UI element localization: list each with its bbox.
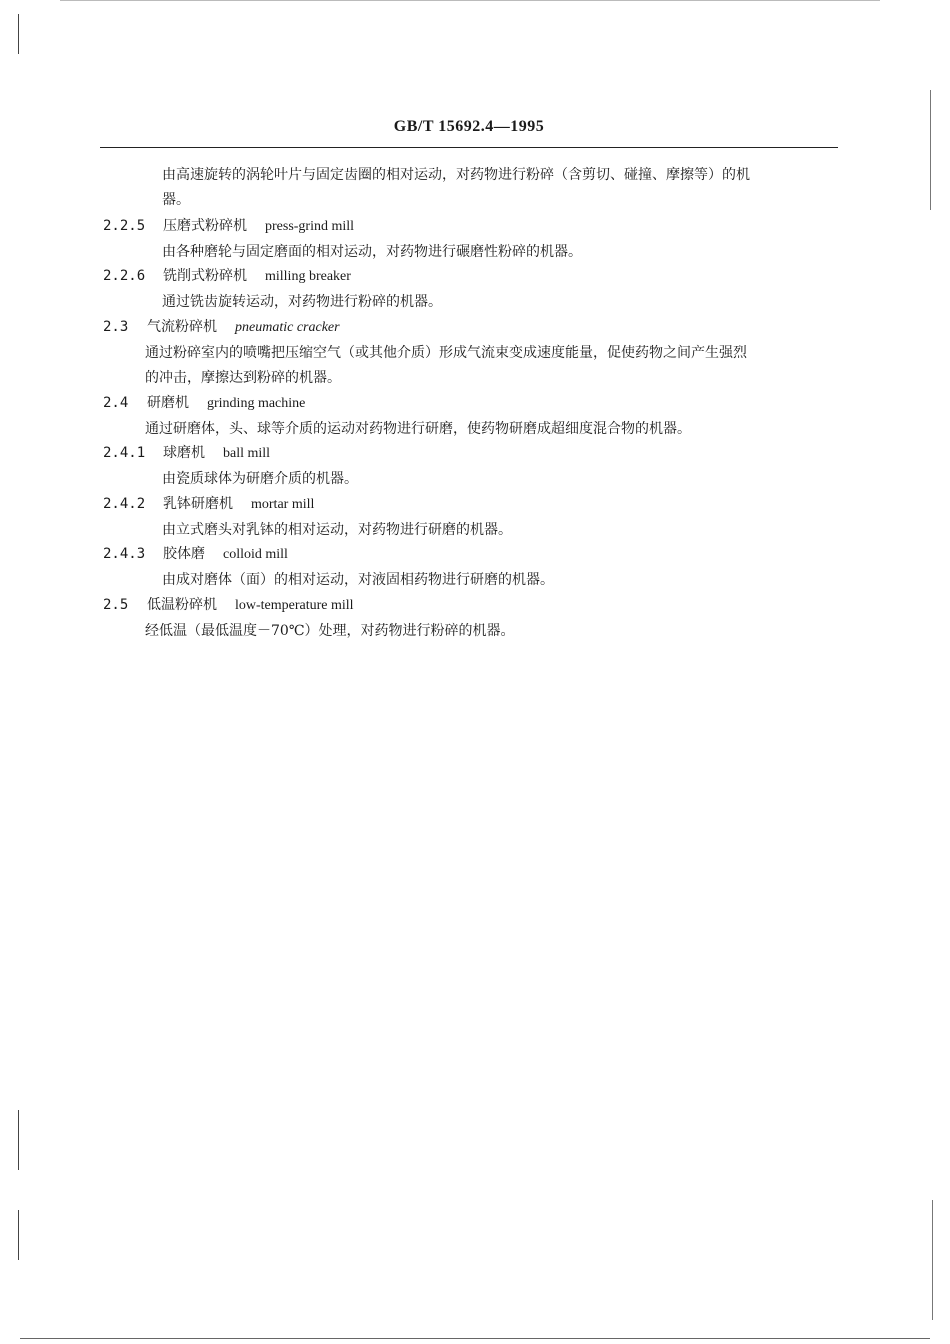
term-number: 2.4.2 [103, 496, 146, 512]
term-2-5 [103, 594, 354, 617]
definition-2-4-1: 由瓷质球体为研磨介质的机器。 [162, 471, 358, 487]
term-number: 2.2.5 [103, 218, 146, 234]
intro-line-1: 由高速旋转的涡轮叶片与固定齿圈的相对运动，对药物进行粉碎（含剪切、碰撞、摩擦等）的机 [162, 167, 750, 183]
term-2-4-1 [103, 442, 270, 465]
term-2-4-3 [103, 543, 288, 566]
term-english: colloid mill [223, 547, 288, 562]
scan-edge-left [18, 14, 19, 54]
term-number: 2.2.6 [103, 268, 146, 284]
scan-edge-right-lower [932, 1200, 933, 1320]
term-english: press-grind mill [265, 219, 355, 234]
term-english: low-temperature mill [235, 598, 354, 613]
definition-2-5: 经低温（最低温度－70℃）处理，对药物进行粉碎的机器。 [145, 623, 515, 639]
definition-2-2-6: 通过铣齿旋转运动，对药物进行粉碎的机器。 [162, 294, 442, 310]
definition-2-3-line-1: 通过粉碎室内的喷嘴把压缩空气（或其他介质）形成气流束变成速度能量，促使药物之间产生强烈 [145, 345, 747, 361]
scan-edge-right [930, 90, 931, 210]
term-number: 2.4.1 [103, 445, 146, 461]
term-chinese: 研磨机 [147, 395, 189, 411]
term-2-4-2 [103, 493, 314, 516]
scan-edge-bottom [20, 1338, 930, 1339]
term-2-4 [103, 392, 305, 415]
term-english: grinding machine [207, 396, 306, 411]
term-chinese: 球磨机 [163, 445, 205, 461]
scan-edge-top [60, 0, 880, 1]
page-header-standard-number: GB/T 15692.4—1995 [393, 118, 545, 135]
term-2-3 [103, 316, 340, 339]
term-2-2-6 [103, 265, 351, 288]
definition-2-2-5: 由各种磨轮与固定磨面的相对运动，对药物进行碾磨性粉碎的机器。 [162, 244, 582, 260]
intro-line-2: 器。 [162, 192, 190, 208]
definition-2-4-2: 由立式磨头对乳钵的相对运动，对药物进行研磨的机器。 [162, 522, 512, 538]
definition-2-4-3: 由成对磨体（面）的相对运动，对液固相药物进行研磨的机器。 [162, 572, 554, 588]
definition-2-4: 通过研磨体，头、球等介质的运动对药物进行研磨，使药物研磨成超细度混合物的机器。 [145, 421, 691, 437]
term-chinese: 气流粉碎机 [147, 319, 217, 335]
term-english: mortar mill [251, 497, 315, 512]
term-number: 2.5 [103, 597, 129, 613]
scan-edge-left-bottom [18, 1210, 19, 1260]
term-english: milling breaker [265, 269, 351, 284]
term-chinese: 乳钵研磨机 [163, 496, 233, 512]
term-english: ball mill [223, 446, 271, 461]
term-number: 2.4 [103, 395, 129, 411]
term-number: 2.4.3 [103, 546, 146, 562]
term-2-2-5 [103, 215, 354, 238]
term-number: 2.3 [103, 319, 129, 335]
scan-edge-left-lower [18, 1110, 19, 1170]
definition-2-3-line-2: 的冲击，摩擦达到粉碎的机器。 [145, 370, 341, 386]
term-chinese: 胶体磨 [163, 546, 205, 562]
header-rule [100, 147, 838, 148]
term-chinese: 低温粉碎机 [147, 597, 217, 613]
term-chinese: 铣削式粉碎机 [163, 268, 247, 284]
term-chinese: 压磨式粉碎机 [163, 218, 247, 234]
term-english: pneumatic cracker [235, 320, 340, 335]
